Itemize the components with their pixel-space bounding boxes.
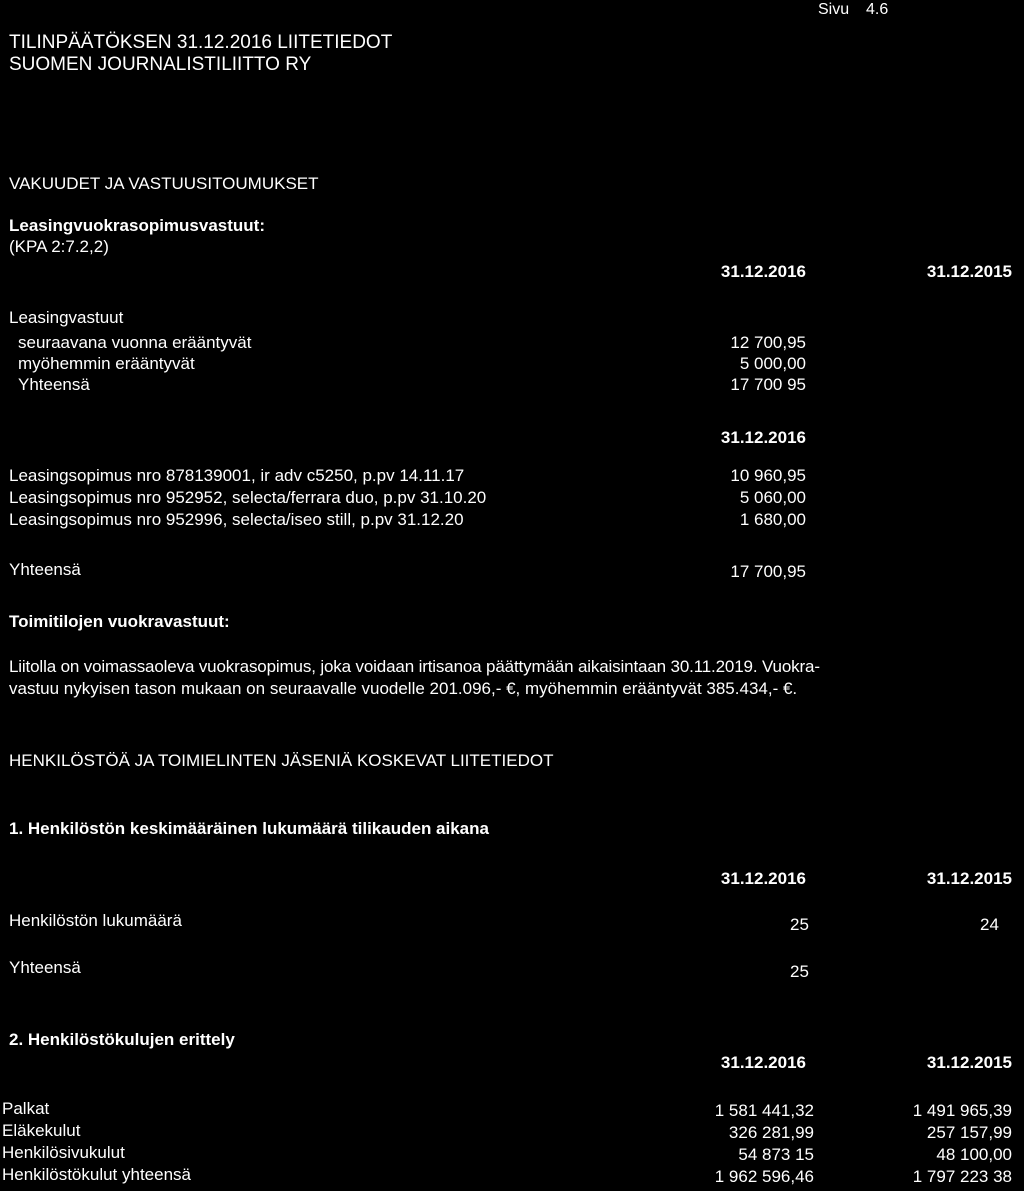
cost-row-label: Henkilöstökulut yhteensä [2, 1165, 192, 1184]
contract-row-label: Leasingsopimus nro 952996, selecta/iseo still, p.pv 31.12.20 [9, 510, 464, 529]
section-heading-guarantees: VAKUUDET JA VASTUUSITOUMUKSET [9, 174, 319, 193]
leasing-row-value: 17 700 95 [730, 375, 806, 394]
cost-row-2016: 326 281,99 [728, 1123, 814, 1142]
col-header-2015: 31.12.2015 [926, 262, 1012, 281]
col-header-2015: 31.12.2015 [926, 1053, 1012, 1072]
personnel-row-2015: 24 [980, 915, 999, 934]
page-label: Sivu [818, 1, 850, 18]
cost-row-2015: 48 100,00 [936, 1145, 1012, 1164]
rent-text-line1: Liitolla on voimassaoleva vuokrasopimus, joka voidaan irtisanoa päättymään aikaisintaan 30.11.2019. Vuokra- [9, 657, 820, 676]
personnel-count-heading: 1. Henkilöstön keskimääräinen lukumäärä tilikauden aikana [9, 819, 489, 838]
cost-row-2016: 1 581 441,32 [714, 1101, 814, 1120]
cost-row-2015: 1 797 223 38 [912, 1167, 1012, 1186]
col-header-2015: 31.12.2015 [926, 869, 1012, 888]
rent-text-line2: vastuu nykyisen tason mukaan on seuraavalle vuodelle 201.096,- €, myöhemmin erääntyvät 385.434,- €. [9, 679, 798, 698]
rent-heading: Toimitilojen vuokravastuut: [9, 612, 230, 631]
contracts-col-header: 31.12.2016 [720, 428, 806, 447]
leasing-reference: (KPA 2:7.2,2) [9, 237, 109, 256]
leasing-row-label: myöhemmin erääntyvät [18, 354, 195, 373]
contract-row-label: Leasingsopimus nro 878139001, ir adv c5250, p.pv 14.11.17 [9, 466, 465, 485]
personnel-row-label: Henkilöstön lukumäärä [9, 911, 182, 930]
leasing-row-label: Yhteensä [18, 375, 90, 394]
cost-row-2015: 1 491 965,39 [912, 1101, 1012, 1120]
contract-row-label: Leasingsopimus nro 952952, selecta/ferrara duo, p.pv 31.10.20 [9, 488, 487, 507]
leasing-row-value: 12 700,95 [730, 333, 806, 352]
col-header-2016: 31.12.2016 [720, 262, 806, 281]
cost-row-2015: 257 157,99 [926, 1123, 1012, 1142]
col-header-2016: 31.12.2016 [720, 869, 806, 888]
contract-row-value: 5 060,00 [739, 488, 806, 507]
section-heading-personnel: HENKILÖSTÖÄ JA TOIMIELINTEN JÄSENIÄ KOSKEVAT LIITETIEDOT [9, 751, 554, 770]
cost-row-label: Henkilösivukulut [2, 1143, 125, 1162]
contract-row-value: 10 960,95 [730, 466, 806, 485]
personnel-row-2016: 25 [790, 915, 809, 934]
personnel-row-2016: 25 [790, 962, 809, 981]
cost-row-label: Palkat [2, 1099, 50, 1118]
contract-row-value: 1 680,00 [739, 510, 806, 529]
col-header-2016: 31.12.2016 [720, 1053, 806, 1072]
leasing-group-label: Leasingvastuut [9, 308, 124, 327]
personnel-costs-heading: 2. Henkilöstökulujen erittely [9, 1030, 235, 1049]
cost-row-label: Eläkekulut [2, 1121, 81, 1140]
page-number: 4.6 [866, 1, 889, 18]
leasing-heading: Leasingvuokrasopimusvastuut: [9, 216, 266, 235]
cost-row-2016: 1 962 596,46 [714, 1167, 814, 1186]
personnel-row-label: Yhteensä [9, 958, 81, 977]
organization-name: SUOMEN JOURNALISTILIITTO RY [9, 54, 312, 75]
document-title: TILINPÄÄTÖKSEN 31.12.2016 LIITETIEDOT [9, 32, 393, 53]
cost-row-2016: 54 873 15 [738, 1145, 814, 1164]
leasing-row-label: seuraavana vuonna erääntyvät [18, 333, 252, 352]
contracts-total-label: Yhteensä [9, 560, 81, 579]
contracts-total-value: 17 700,95 [730, 562, 806, 581]
leasing-row-value: 5 000,00 [739, 354, 806, 373]
